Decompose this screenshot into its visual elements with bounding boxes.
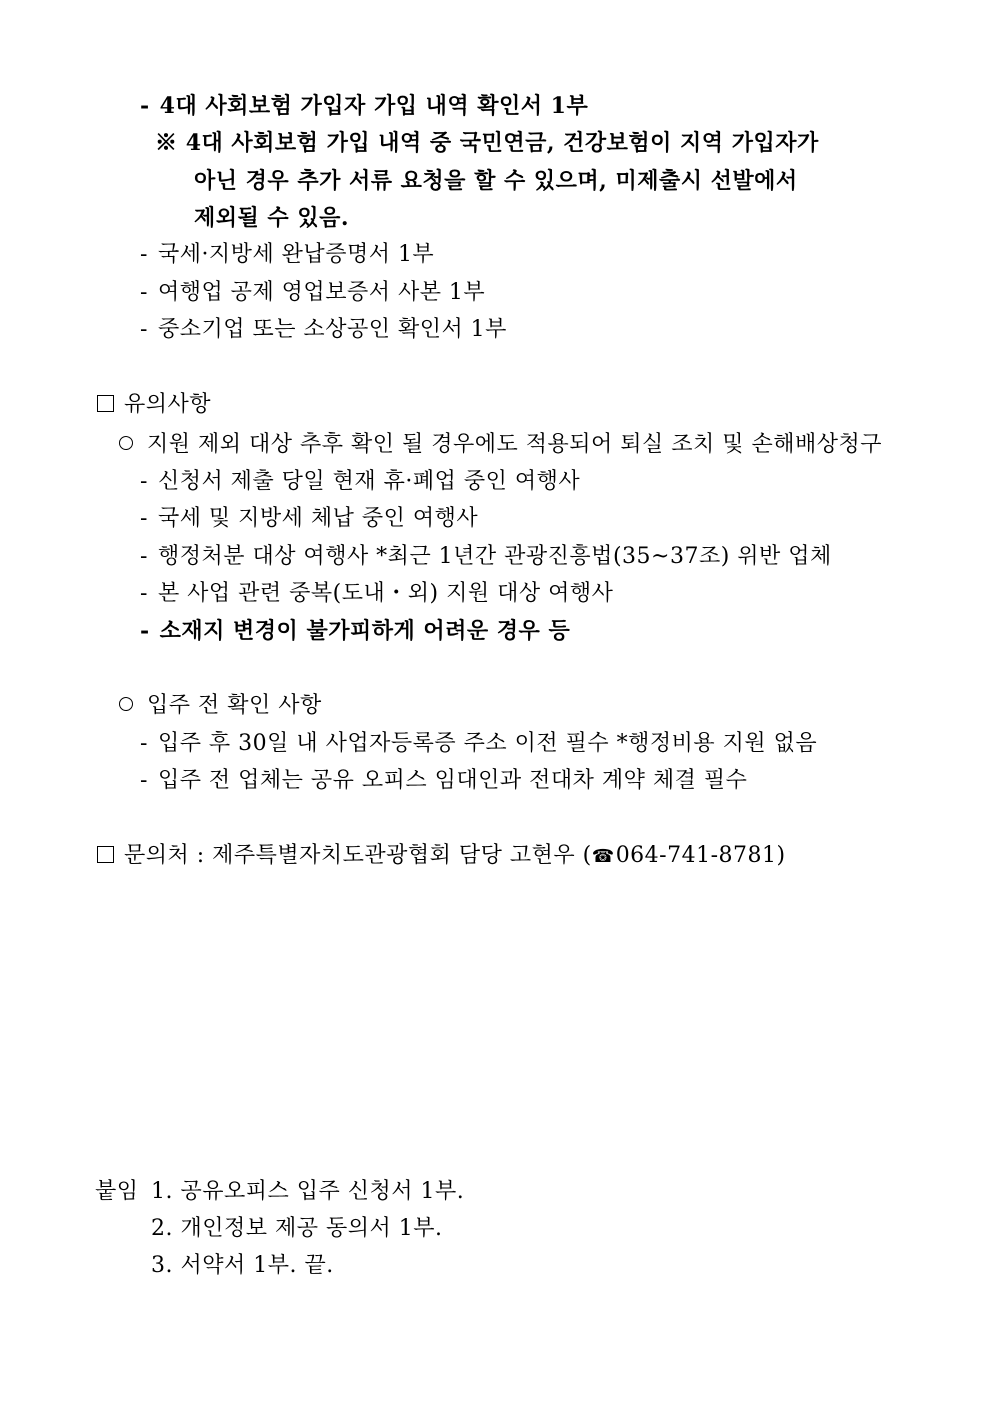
doc-item-sme — [140, 315, 507, 345]
circle-bullet-icon — [119, 436, 133, 450]
heading-text: 유의사항 — [124, 392, 212, 417]
section-heading-cautions — [97, 390, 211, 420]
phone-icon: ☎ — [591, 846, 615, 867]
dash-marker: - — [140, 731, 148, 756]
contact-phone: 064-741-8781) — [615, 843, 786, 868]
caution-item — [140, 616, 570, 646]
square-bullet-icon — [97, 395, 114, 412]
dash-marker: - — [140, 618, 150, 644]
attachment-item-3: 3. 서약서 1부. 끝. — [151, 1253, 334, 1278]
note-text-1: 4대 사회보험 가입 내역 중 국민연금, 건강보험이 지역 가입자가 — [185, 130, 819, 156]
check-item-text: 입주 후 30일 내 사업자등록증 주소 이전 필수 *행정비용 지원 없음 — [157, 731, 818, 756]
dash-marker: - — [140, 242, 148, 267]
note-line-1 — [155, 128, 819, 158]
doc-item-text: 여행업 공제 영업보증서 사본 1부 — [157, 280, 486, 305]
dash-marker: - — [140, 469, 148, 494]
contact-line — [97, 841, 786, 872]
caution-item-text: 행정처분 대상 여행사 *최근 1년간 관광진흥법(35~37조) 위반 업체 — [157, 544, 832, 569]
cautions-sub-title-2 — [119, 691, 322, 721]
check-item-text: 입주 전 업체는 공유 오피스 임대인과 전대차 계약 체결 필수 — [157, 768, 748, 793]
contact-label: 문의처 : 제주특별자치도관광협회 담당 고현우 ( — [124, 843, 592, 868]
caution-item — [140, 579, 613, 609]
square-bullet-icon — [97, 846, 114, 863]
caution-item-text: 소재지 변경이 불가피하게 어려운 경우 등 — [159, 618, 571, 644]
caution-item-text: 신청서 제출 당일 현재 휴·폐업 중인 여행사 — [157, 469, 581, 494]
circle-bullet-icon — [119, 697, 133, 711]
dash-marker: - — [140, 280, 148, 305]
dash-marker: - — [140, 581, 148, 606]
caution-item — [140, 504, 478, 534]
doc-item-text: 4대 사회보험 가입자 가입 내역 확인서 1부 — [159, 93, 589, 119]
dash-marker: - — [140, 768, 148, 793]
note-line-2: 아닌 경우 추가 서류 요청을 할 수 있으며, 미제출시 선발에서 — [194, 168, 798, 194]
doc-item-tax — [140, 240, 434, 270]
check-item — [140, 729, 817, 759]
doc-item-insurance — [140, 91, 588, 121]
doc-item-guarantee — [140, 278, 485, 308]
attachments-label-line — [95, 1177, 139, 1207]
caution-item-text: 본 사업 관련 중복(도내・외) 지원 대상 여행사 — [157, 581, 614, 606]
cautions-sub-title-1 — [119, 430, 882, 460]
doc-item-text: 국세·지방세 완납증명서 1부 — [157, 242, 435, 267]
caution-item — [140, 542, 832, 572]
note-mark: ※ — [155, 130, 178, 156]
caution-item — [140, 467, 580, 497]
sub-title-text: 입주 전 확인 사항 — [147, 693, 322, 718]
doc-item-text: 중소기업 또는 소상공인 확인서 1부 — [157, 317, 507, 342]
caution-item-text: 국세 및 지방세 체납 중인 여행사 — [157, 506, 479, 531]
attachment-item-2: 2. 개인정보 제공 동의서 1부. — [151, 1216, 443, 1241]
dash-marker: - — [140, 544, 148, 569]
note-line-3: 제외될 수 있음. — [194, 205, 349, 231]
check-item — [140, 766, 747, 796]
sub-title-text: 지원 제외 대상 추후 확인 될 경우에도 적용되어 퇴실 조치 및 손해배상청구 — [147, 432, 882, 457]
dash-marker: - — [140, 93, 150, 119]
attachments-label: 붙임 — [95, 1179, 139, 1204]
dash-marker: - — [140, 317, 148, 342]
dash-marker: - — [140, 506, 148, 531]
attachment-item-1: 1. 공유오피스 입주 신청서 1부. — [151, 1179, 465, 1204]
